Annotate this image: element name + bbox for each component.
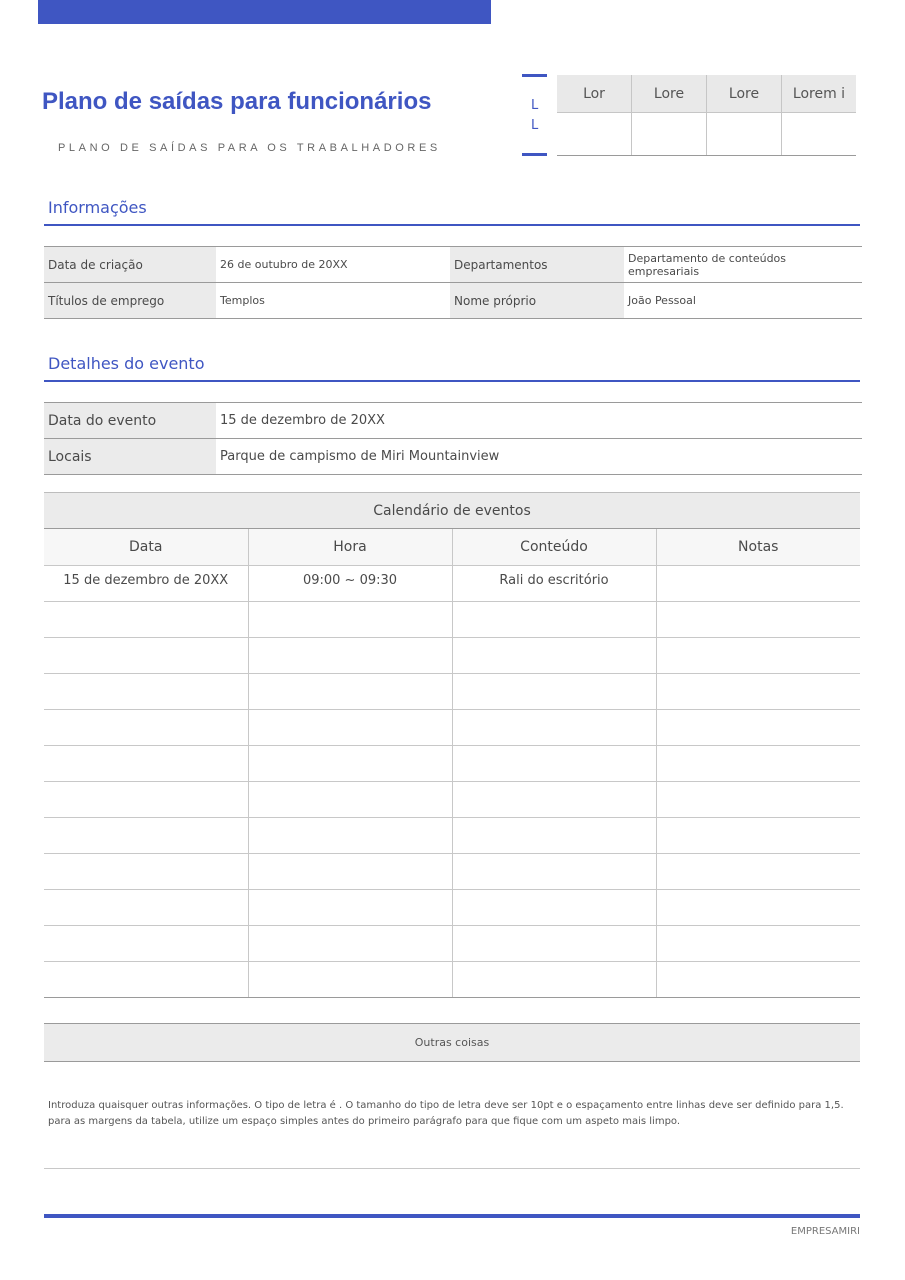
calendar-column-header: Notas xyxy=(656,529,860,566)
info-label: Nome próprio xyxy=(450,283,624,319)
calendar-cell[interactable] xyxy=(44,638,248,674)
calendar-cell[interactable] xyxy=(248,602,452,638)
approval-side-label: L xyxy=(531,118,539,133)
event-detail-value[interactable]: Parque de campismo de Miri Mountainview xyxy=(216,439,862,475)
calendar-cell[interactable] xyxy=(452,782,656,818)
calendar-cell[interactable] xyxy=(248,890,452,926)
calendar-row xyxy=(44,638,860,674)
calendar-cell[interactable] xyxy=(44,890,248,926)
calendar-cell[interactable] xyxy=(248,782,452,818)
calendar-cell[interactable] xyxy=(44,854,248,890)
calendar-cell[interactable] xyxy=(452,926,656,962)
info-section-title: Informações xyxy=(44,198,860,226)
page-subtitle: PLANO DE SAÍDAS PARA OS TRABALHADORES xyxy=(58,142,441,154)
notes-divider xyxy=(44,1168,860,1169)
calendar-cell[interactable] xyxy=(656,854,860,890)
approval-box xyxy=(522,74,862,158)
calendar-row xyxy=(44,602,860,638)
approval-signature-cell[interactable] xyxy=(557,113,632,156)
calendar-row xyxy=(44,926,860,962)
calendar-cell[interactable] xyxy=(44,746,248,782)
calendar-cell[interactable] xyxy=(656,782,860,818)
calendar-cell[interactable] xyxy=(656,710,860,746)
footer-accent-rule xyxy=(44,1214,860,1218)
approval-column-header: Lore xyxy=(707,75,782,113)
calendar-cell[interactable] xyxy=(452,746,656,782)
calendar-cell[interactable] xyxy=(248,674,452,710)
calendar-cell[interactable] xyxy=(44,782,248,818)
calendar-column-header: Conteúdo xyxy=(452,529,656,566)
calendar-cell[interactable] xyxy=(452,710,656,746)
approval-column-header: Lore xyxy=(632,75,707,113)
calendar-cell[interactable] xyxy=(656,926,860,962)
approval-signature-cell[interactable] xyxy=(632,113,707,156)
event-calendar-table xyxy=(44,492,860,998)
event-section-title: Detalhes do evento xyxy=(44,354,860,382)
calendar-row xyxy=(44,746,860,782)
calendar-cell[interactable] xyxy=(452,818,656,854)
calendar-cell[interactable] xyxy=(656,890,860,926)
event-detail-row xyxy=(44,403,862,439)
calendar-cell[interactable] xyxy=(656,566,860,602)
info-value[interactable]: 26 de outubro de 20XX xyxy=(216,247,450,283)
calendar-cell[interactable] xyxy=(248,638,452,674)
approval-side-label: L xyxy=(531,98,539,113)
top-accent-bar xyxy=(38,0,491,24)
calendar-cell[interactable] xyxy=(656,602,860,638)
calendar-cell[interactable] xyxy=(656,638,860,674)
approval-side-labels xyxy=(531,96,538,136)
calendar-row xyxy=(44,962,860,998)
calendar-row xyxy=(44,710,860,746)
approval-signature-cell[interactable] xyxy=(782,113,857,156)
calendar-cell[interactable]: Rali do escritório xyxy=(452,566,656,602)
calendar-cell[interactable] xyxy=(452,962,656,998)
calendar-cell[interactable] xyxy=(248,854,452,890)
info-value[interactable]: Templos xyxy=(216,283,450,319)
event-detail-label: Data do evento xyxy=(44,403,216,439)
calendar-title: Calendário de eventos xyxy=(44,493,860,529)
info-value[interactable]: João Pessoal xyxy=(624,283,862,319)
calendar-cell[interactable] xyxy=(248,746,452,782)
other-section-title: Outras coisas xyxy=(44,1023,860,1062)
calendar-cell[interactable] xyxy=(656,746,860,782)
calendar-cell[interactable] xyxy=(452,674,656,710)
approval-column-header: Lor xyxy=(557,75,632,113)
event-detail-value[interactable]: 15 de dezembro de 20XX xyxy=(216,403,862,439)
info-table xyxy=(44,246,862,319)
event-details-table xyxy=(44,402,862,475)
calendar-cell[interactable] xyxy=(248,818,452,854)
calendar-cell[interactable] xyxy=(44,710,248,746)
info-label: Títulos de emprego xyxy=(44,283,216,319)
info-label: Data de criação xyxy=(44,247,216,283)
approval-signature-cell[interactable] xyxy=(707,113,782,156)
calendar-cell[interactable] xyxy=(44,926,248,962)
info-label: Departamentos xyxy=(450,247,624,283)
calendar-row xyxy=(44,782,860,818)
approval-top-bar xyxy=(522,74,547,77)
approval-table xyxy=(557,75,856,156)
event-detail-row xyxy=(44,439,862,475)
calendar-row xyxy=(44,854,860,890)
calendar-cell[interactable]: 15 de dezembro de 20XX xyxy=(44,566,248,602)
calendar-cell[interactable] xyxy=(248,962,452,998)
calendar-body xyxy=(44,566,860,998)
calendar-cell[interactable] xyxy=(452,602,656,638)
event-detail-label: Locais xyxy=(44,439,216,475)
calendar-cell[interactable] xyxy=(44,602,248,638)
info-row xyxy=(44,247,862,283)
calendar-cell[interactable] xyxy=(452,890,656,926)
calendar-column-header: Data xyxy=(44,529,248,566)
page-title: Plano de saídas para funcionários xyxy=(42,88,432,115)
calendar-cell[interactable] xyxy=(452,638,656,674)
calendar-column-header: Hora xyxy=(248,529,452,566)
calendar-cell[interactable] xyxy=(452,854,656,890)
calendar-row xyxy=(44,674,860,710)
calendar-cell[interactable]: 09:00 ~ 09:30 xyxy=(248,566,452,602)
calendar-cell[interactable] xyxy=(656,818,860,854)
calendar-row xyxy=(44,890,860,926)
calendar-cell[interactable] xyxy=(248,710,452,746)
footer-brand: EMPRESAMIRI xyxy=(790,1226,860,1237)
calendar-cell[interactable] xyxy=(44,674,248,710)
approval-bottom-bar xyxy=(522,153,547,156)
calendar-row xyxy=(44,818,860,854)
approval-column-header: Lorem i xyxy=(782,75,857,113)
info-value[interactable]: Departamento de conteúdos empresariais xyxy=(624,247,862,283)
calendar-row xyxy=(44,566,860,602)
info-row xyxy=(44,283,862,319)
calendar-cell[interactable] xyxy=(656,674,860,710)
calendar-cell[interactable] xyxy=(656,962,860,998)
calendar-cell[interactable] xyxy=(248,926,452,962)
other-notes-text[interactable]: Introduza quaisquer outras informações. O tipo de letra é . O tamanho do tipo de letra deve ser 10pt e o espaçamento entre linhas deve ser definido para 1,5. para as margens da tabela, utilize um espaço simples antes do primeiro parágrafo para que fique com um aspeto mais limpo. xyxy=(48,1100,844,1127)
calendar-cell[interactable] xyxy=(44,818,248,854)
calendar-cell[interactable] xyxy=(44,962,248,998)
